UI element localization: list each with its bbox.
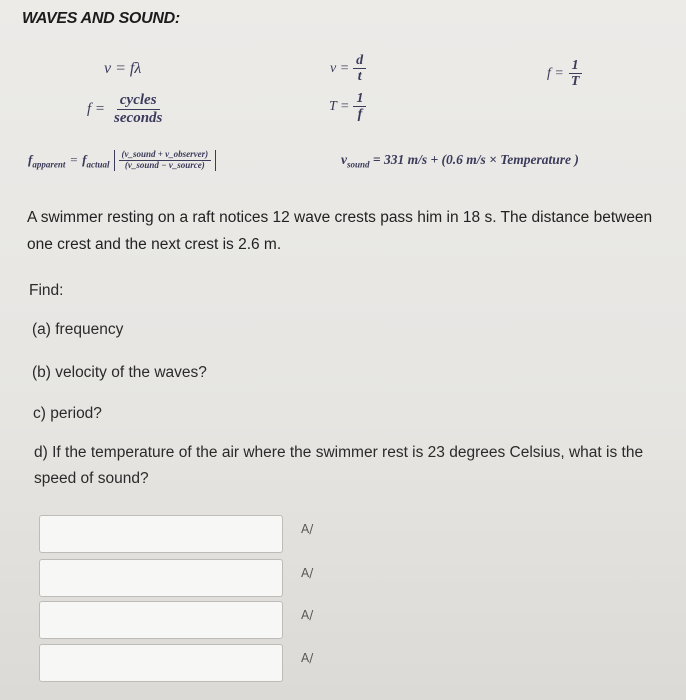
formula-doppler-lhs: f [28,151,33,167]
question-a: (a) frequency [32,321,124,338]
page-title: WAVES AND SOUND: [22,10,180,27]
formula-period-numerator: 1 [353,91,366,107]
formula-velocity-lhs: v = [330,60,350,76]
formula-doppler-lhs-sub: apparent [32,159,66,170]
formula-frequency-period [547,58,582,90]
formula-frequency-denominator: seconds [114,109,163,126]
find-label: Find: [29,282,64,299]
formula-frequency [87,92,165,126]
formula-sound-rhs: = 331 m/s + (0.6 m/s × Temperature ) [372,152,579,167]
spellcheck-icon[interactable]: A/ [301,566,314,580]
spellcheck-icon[interactable]: A/ [301,651,314,665]
formula-doppler-denominator: (v_sound − v_source) [124,159,205,170]
formula-doppler-rhs-sub: actual [86,159,110,170]
formula-period-lhs: T = [329,98,350,114]
formula-doppler-equals: = [69,152,79,168]
formula-doppler [28,150,216,171]
formula-frequency-lhs: f = [87,100,106,117]
problem-statement: A swimmer resting on a raft notices 12 wave crests pass him in 18 s. The distance between one crest and the next crest is 2.6 m. [27,209,653,253]
spellcheck-icon[interactable]: A/ [301,522,314,536]
formula-doppler-numerator: (v_sound + v_observer) [119,150,212,161]
formula-sound-lhs-sub: sound [347,159,370,170]
answer-input-c[interactable] [39,601,283,639]
answer-input-b[interactable] [39,559,283,597]
formula-sound-lhs: v [341,152,347,167]
question-b: (b) velocity of the waves? [32,364,207,381]
formula-velocity-denominator: t [357,69,362,85]
formula-doppler-rhs: f [82,151,87,167]
answer-input-d[interactable] [39,644,283,682]
formula-frequency-numerator: cycles [117,92,160,110]
answer-input-a[interactable] [39,515,283,553]
formula-speed-of-sound [341,152,579,170]
formula-frequency-period-lhs: f = [547,65,564,81]
formula-velocity-numerator: d [353,53,366,69]
question-c: c) period? [33,405,102,422]
formula-wave-speed: v = fλ [104,60,142,77]
formula-period [329,91,366,123]
spellcheck-icon[interactable]: A/ [301,608,314,622]
formula-period-denominator: f [357,107,363,123]
formula-frequency-period-numerator: 1 [569,58,582,74]
formula-velocity [330,53,366,85]
formula-frequency-period-denominator: T [570,74,580,90]
question-d: d) If the temperature of the air where the swimmer rest is 23 degrees Celsius, what is the speed of sound? [34,444,644,487]
